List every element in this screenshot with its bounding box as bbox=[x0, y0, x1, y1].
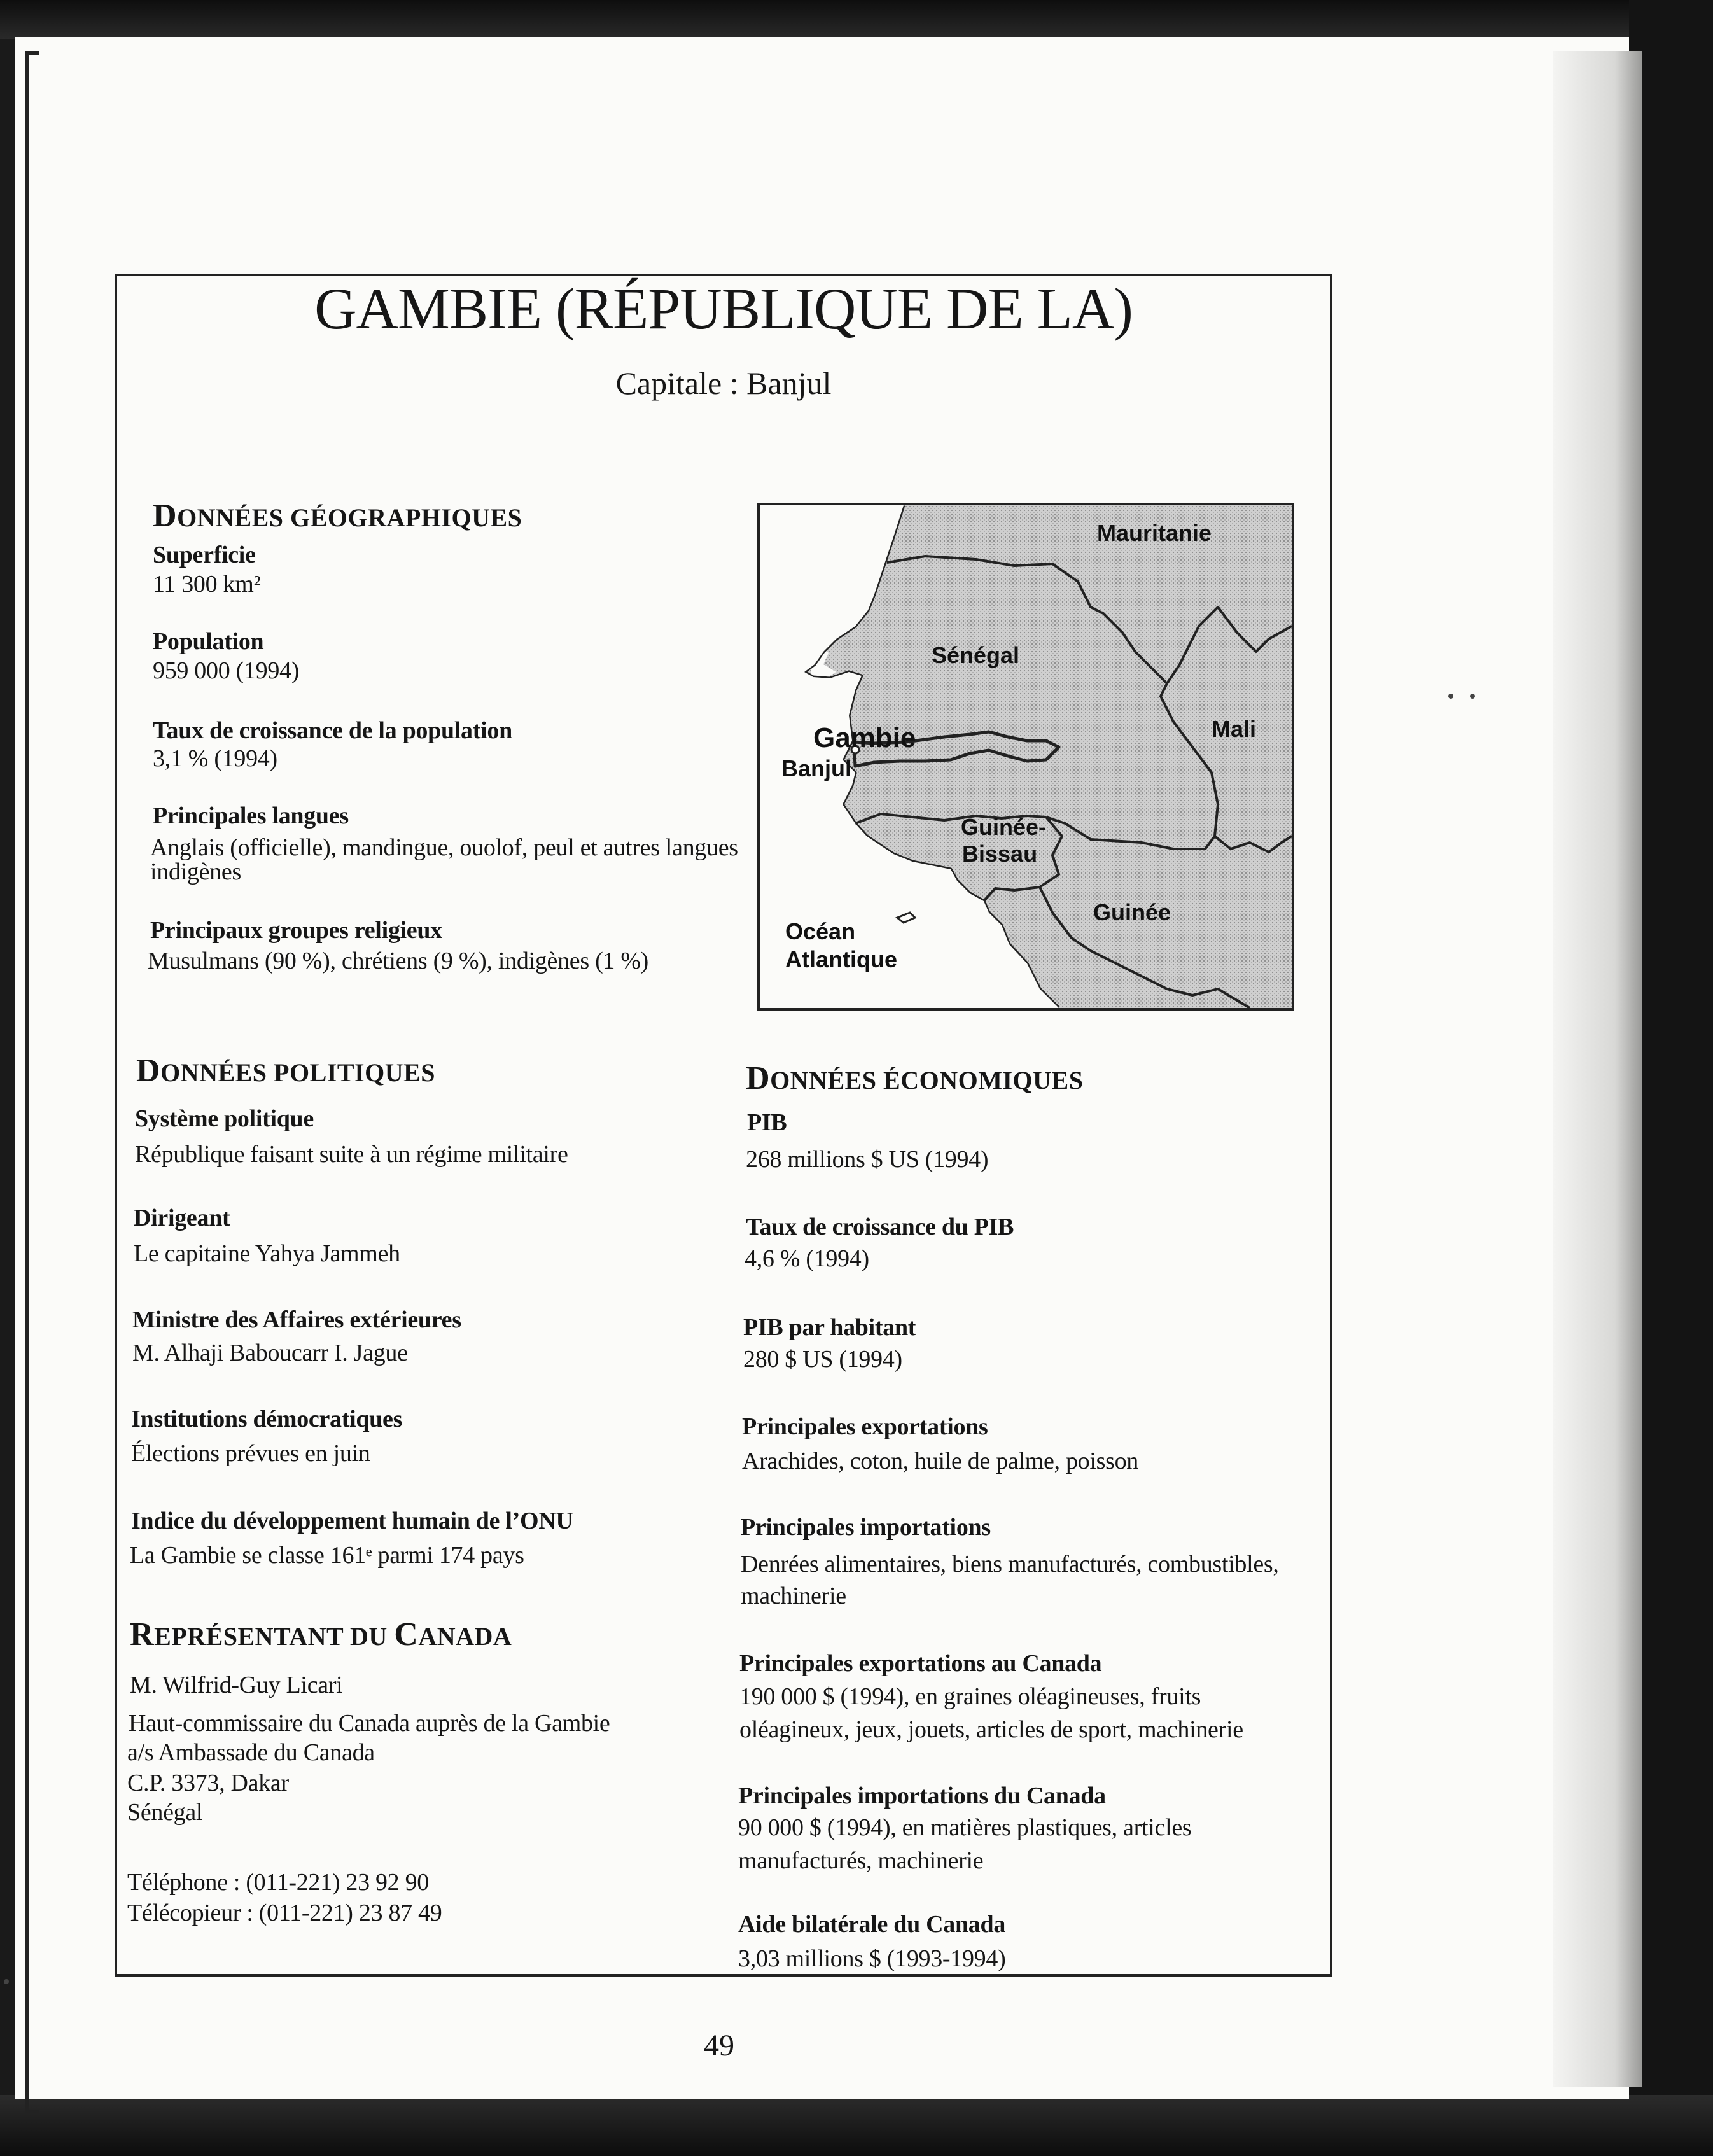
map-label-mali: Mali bbox=[1212, 716, 1257, 742]
capital-line: Capitale : Banjul bbox=[615, 365, 832, 401]
pol-label-systeme: Système politique bbox=[135, 1105, 314, 1132]
eco-label-export-canada: Principales exportations au Canada bbox=[739, 1650, 1102, 1677]
rep-fax: Télécopieur : (011-221) 23 87 49 bbox=[127, 1900, 442, 1926]
geo-value-croissance: 3,1 % (1994) bbox=[153, 745, 277, 772]
geo-value-langues-line2: indigènes bbox=[150, 858, 241, 885]
scan-speck bbox=[4, 1979, 9, 1984]
geo-heading bbox=[153, 496, 522, 538]
pol-label-dirigeant: Dirigeant bbox=[134, 1205, 230, 1231]
geo-label-superficie: Superficie bbox=[153, 542, 256, 568]
pol-value-ministre: M. Alhaji Baboucarr I. Jague bbox=[132, 1340, 408, 1366]
eco-value-export-canada-line2: oléagineux, jeux, jouets, articles de sport, machinerie bbox=[739, 1716, 1243, 1743]
eco-value-pib: 268 millions $ US (1994) bbox=[746, 1146, 989, 1173]
eco-label-exportations: Principales exportations bbox=[742, 1413, 988, 1440]
rep-line-name: M. Wilfrid-Guy Licari bbox=[130, 1672, 343, 1698]
scan-speck bbox=[1448, 694, 1453, 699]
geo-value-superficie: 11 300 km² bbox=[153, 571, 261, 598]
region-map bbox=[757, 503, 1294, 1011]
eco-label-aide: Aide bilatérale du Canada bbox=[738, 1911, 1006, 1938]
map-label-banjul: Banjul bbox=[781, 755, 852, 781]
eco-label-import-canada: Principales importations du Canada bbox=[738, 1782, 1106, 1809]
eco-value-exportations: Arachides, coton, huile de palme, poisson bbox=[742, 1448, 1138, 1474]
map-label-ocean-line1: Océan bbox=[785, 918, 856, 944]
scan-border-bottom bbox=[0, 2095, 1713, 2156]
pol-heading-initial: D bbox=[136, 1053, 161, 1089]
pol-value-systeme: République faisant suite à un régime militaire bbox=[135, 1141, 568, 1168]
geo-label-croissance: Taux de croissance de la population bbox=[153, 717, 512, 744]
eco-value-importations-line2: machinerie bbox=[741, 1583, 846, 1609]
rep-heading-initial2: C bbox=[394, 1616, 419, 1653]
rep-phone: Téléphone : (011-221) 23 92 90 bbox=[127, 1869, 429, 1896]
pol-heading bbox=[136, 1051, 435, 1093]
rep-line-country: Sénégal bbox=[127, 1799, 203, 1826]
rep-heading-initial1: R bbox=[130, 1616, 155, 1653]
map-label-ocean-line2: Atlantique bbox=[785, 946, 897, 972]
eco-label-pib: PIB bbox=[747, 1109, 787, 1136]
eco-value-import-canada-line1: 90 000 $ (1994), en matières plastiques, articles bbox=[738, 1814, 1192, 1841]
eco-heading bbox=[746, 1059, 1083, 1100]
eco-label-croissance-pib: Taux de croissance du PIB bbox=[746, 1214, 1014, 1240]
eco-heading-rest: ONNÉES ÉCONOMIQUES bbox=[770, 1066, 1084, 1095]
pol-label-institutions: Institutions démocratiques bbox=[131, 1406, 403, 1432]
rep-heading-rest1: EPRÉSENTANT DU bbox=[154, 1622, 395, 1651]
pol-value-dirigeant: Le capitaine Yahya Jammeh bbox=[134, 1240, 400, 1267]
map-label-guinee-bissau-line1: Guinée- bbox=[961, 814, 1047, 840]
rep-line-address2: C.P. 3373, Dakar bbox=[127, 1770, 289, 1796]
pol-heading-rest: ONNÉES POLITIQUES bbox=[160, 1058, 436, 1087]
binding-bracket bbox=[25, 51, 39, 2114]
page-title: GAMBIE (RÉPUBLIQUE DE LA) bbox=[314, 276, 1133, 341]
pol-label-ministre: Ministre des Affaires extérieures bbox=[132, 1306, 461, 1333]
eco-label-importations: Principales importations bbox=[741, 1514, 991, 1541]
geo-value-religions: Musulmans (90 %), chrétiens (9 %), indigènes (1 %) bbox=[148, 948, 649, 974]
eco-value-aide: 3,03 millions $ (1993-1994) bbox=[738, 1945, 1006, 1972]
pol-label-indice: Indice du développement humain de l’ONU bbox=[131, 1508, 573, 1534]
page-number: 49 bbox=[704, 2029, 734, 2062]
geo-label-religions: Principaux groupes religieux bbox=[150, 917, 442, 944]
pol-value-institutions: Élections prévues en juin bbox=[131, 1440, 370, 1467]
rep-line-title: Haut-commissaire du Canada auprès de la Gambie bbox=[129, 1710, 610, 1737]
eco-label-pib-habitant: PIB par habitant bbox=[743, 1314, 916, 1341]
map-label-senegal: Sénégal bbox=[932, 642, 1020, 668]
map-label-gambie: Gambie bbox=[813, 722, 916, 753]
eco-value-export-canada-line1: 190 000 $ (1994), en graines oléagineuses, fruits bbox=[739, 1683, 1201, 1710]
map-label-guinee: Guinée bbox=[1093, 899, 1171, 925]
geo-value-population: 959 000 (1994) bbox=[153, 657, 300, 684]
scan-speck bbox=[1470, 694, 1475, 699]
pol-value-indice: La Gambie se classe 161ᵉ parmi 174 pays bbox=[130, 1542, 524, 1569]
rep-line-address1: a/s Ambassade du Canada bbox=[127, 1739, 375, 1766]
rep-heading-rest2: ANADA bbox=[418, 1622, 512, 1651]
eco-heading-initial: D bbox=[746, 1060, 771, 1096]
eco-value-croissance-pib: 4,6 % (1994) bbox=[745, 1245, 869, 1272]
geo-heading-initial: D bbox=[153, 498, 178, 534]
geo-value-langues-line1: Anglais (officielle), mandingue, ouolof, peul et autres langues bbox=[150, 834, 738, 861]
rep-heading bbox=[130, 1615, 512, 1656]
eco-value-import-canada-line2: manufacturés, machinerie bbox=[738, 1847, 984, 1874]
scan-border-top bbox=[0, 0, 1713, 39]
eco-value-importations-line1: Denrées alimentaires, biens manufacturés, combustibles, bbox=[741, 1551, 1279, 1578]
geo-heading-rest: ONNÉES GÉOGRAPHIQUES bbox=[177, 503, 522, 532]
page-edge-shadow bbox=[1553, 51, 1642, 2087]
geo-label-population: Population bbox=[153, 628, 264, 655]
geo-label-langues: Principales langues bbox=[153, 802, 349, 829]
eco-value-pib-habitant: 280 $ US (1994) bbox=[743, 1346, 902, 1373]
map-label-mauritanie: Mauritanie bbox=[1097, 520, 1212, 546]
map-label-guinee-bissau-line2: Bissau bbox=[962, 841, 1038, 867]
scan-border-left bbox=[0, 0, 15, 2156]
